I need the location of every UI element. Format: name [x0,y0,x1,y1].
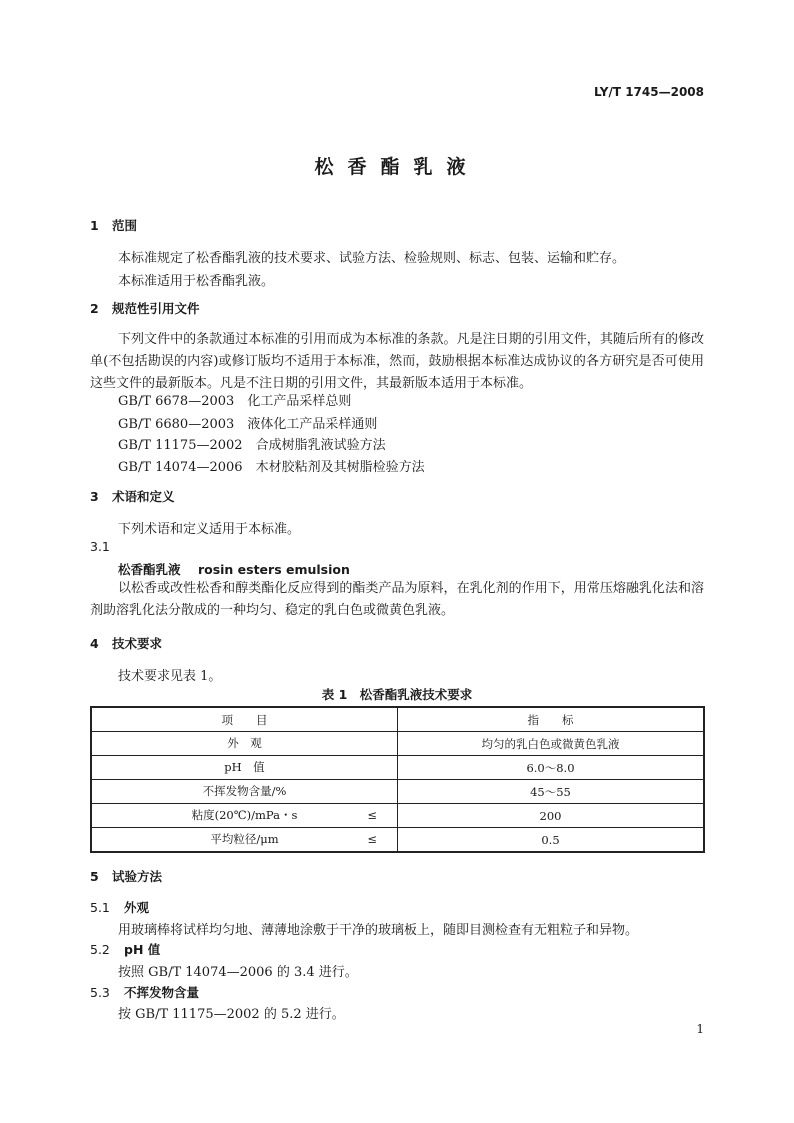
section-title: 规范性引用文件 [112,301,200,316]
section-4-heading [90,634,162,652]
term-entry [118,560,350,578]
item-label: pH 值 [224,760,265,774]
reference-code: GB/T 6678—2003 [118,394,235,409]
section-5-heading [90,867,162,885]
item-label: 外 观 [227,736,262,750]
standard-code: LY/T 1745—2008 [593,85,704,99]
section-number: 1 [90,218,99,233]
normative-reference [118,434,386,453]
paragraph: 按 GB/T 11175—2002 的 5.2 进行。 [118,1007,345,1022]
section-number: 5 [90,869,99,884]
term-english: rosin esters emulsion [197,562,350,577]
subsection-number: 3.1 [90,539,110,554]
table-row [91,780,704,804]
paragraph: 下列术语和定义适用于本标准。 [118,522,301,537]
technical-requirements-table [90,706,705,853]
table-row [91,756,704,780]
section-number: 3 [90,489,99,504]
section-number: 2 [90,301,99,316]
section-2-heading [90,299,200,317]
column-header-item: 项 目 [91,707,398,732]
section-title: 试验方法 [112,869,163,884]
comparison-symbol: ≤ [367,832,377,846]
paragraph: 按照 GB/T 14074—2006 的 3.4 进行。 [118,965,358,980]
term-definition: 以松香或改性松香和醇类酯化反应得到的酯类产品为原料，在乳化剂的作用下，用常压熔融乳化法和溶剂助溶乳化法分散成的一种均匀、稳定的乳白色或微黄色乳液。 [90,581,704,618]
section-number: 4 [90,636,99,651]
normative-reference [118,390,351,409]
page-number: 1 [696,1022,704,1036]
paragraph: 下列文件中的条款通过本标准的引用而成为本标准的条款。凡是注日期的引用文件，其随后所有的修改单(不包括勘误的内容)或修订版均不适用于本标准，然而，鼓励根据本标准达成协议的各方研究是否可使用这些文件的最新版本。凡是不注日期的引用文件，其最新版本适用于本标准。 [90,332,704,391]
column-header-value: 指 标 [398,707,705,732]
paragraph: 用玻璃棒将试样均匀地、薄薄地涂敷于干净的玻璃板上，随即目测检查有无粗粒子和异物。 [118,923,639,938]
normative-reference [118,413,377,432]
table-cell-value: 0.5 [398,828,705,853]
subsection-5-1-heading [90,898,149,916]
table-cell-item [91,780,398,804]
subsection-number: 5.3 [90,985,110,1000]
reference-code: GB/T 6680—2003 [118,417,235,432]
table-cell-item [91,732,398,756]
table-cell-value: 200 [398,804,705,828]
subsection-title: 外观 [124,900,150,915]
reference-code: GB/T 14074—2006 [118,460,243,475]
section-title: 技术要求 [112,636,163,651]
table-row [91,828,704,853]
paragraph: 本标准规定了松香酯乳液的技术要求、试验方法、检验规则、标志、包装、运输和贮存。 [118,251,626,266]
subsection-number: 5.1 [90,900,110,915]
section-3-heading [90,487,175,505]
table-cell-item [91,804,398,828]
section-title: 术语和定义 [112,489,175,504]
reference-title: 液体化工产品采样通则 [247,417,378,432]
reference-title: 木材胶粘剂及其树脂检验方法 [255,460,425,475]
table-caption: 表 1 松香酯乳液技术要求 [321,687,473,702]
item-label: 不挥发物含量/% [202,784,287,798]
paragraph: 本标准适用于松香酯乳液。 [118,274,275,289]
subsection-5-3-heading [90,983,199,1001]
reference-code: GB/T 11175—2002 [118,438,243,453]
term-chinese: 松香酯乳液 [118,562,181,577]
table-row [91,732,704,756]
subsection-number: 5.2 [90,942,110,957]
table-cell-value: 均匀的乳白色或微黄色乳液 [398,732,705,756]
paragraph: 技术要求见表 1。 [118,669,222,684]
table-cell-value: 6.0～8.0 [398,756,705,780]
table-row [91,804,704,828]
document-title: 松香酯乳液 [314,156,480,178]
subsection-title: pH 值 [124,942,161,957]
section-1-heading [90,216,137,234]
table-cell-item [91,828,398,853]
comparison-symbol: ≤ [367,808,377,822]
reference-title: 合成树脂乳液试验方法 [255,438,386,453]
normative-reference [118,456,425,475]
item-label: 平均粒径/μm [210,832,279,846]
subsection-5-2-heading [90,940,160,958]
table-cell-value: 45～55 [398,780,705,804]
table-header-row [91,707,704,732]
subsection-title: 不挥发物含量 [124,985,200,1000]
table-cell-item [91,756,398,780]
reference-title: 化工产品采样总则 [247,394,352,409]
item-label: 粘度(20℃)/mPa・s [191,808,298,822]
section-title: 范围 [112,218,138,233]
